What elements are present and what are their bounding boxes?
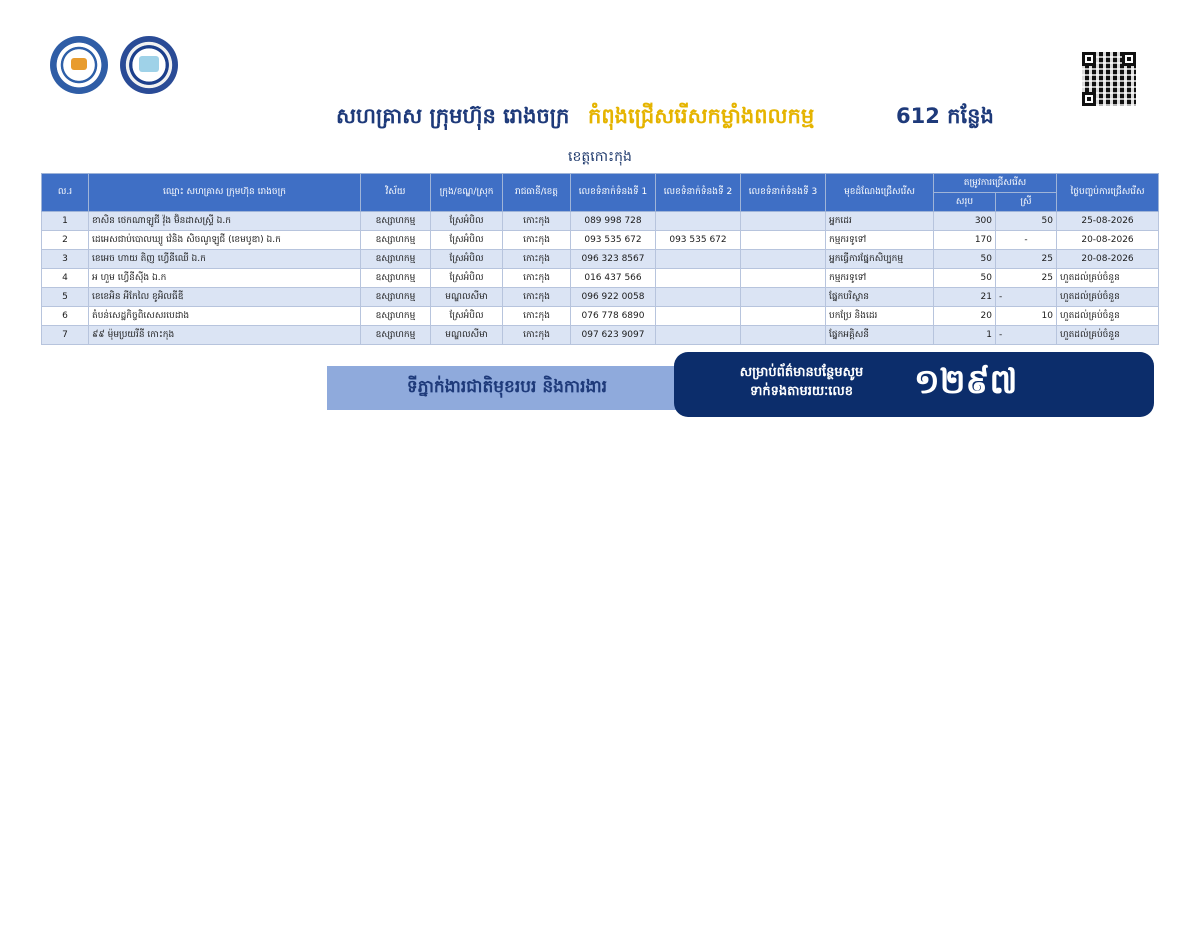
table-row	[42, 288, 1159, 307]
cell-phone1: 089 998 728	[571, 212, 656, 231]
cell-district: មណ្ឌលសីមា	[431, 288, 503, 307]
cell-district: ស្រែអំបិល	[431, 269, 503, 288]
cell-sector: ឧស្សាហកម្ម	[361, 288, 431, 307]
cell-deadline: 20-08-2026	[1057, 231, 1159, 250]
cell-total: 50	[934, 269, 996, 288]
cell-province: កោះកុង	[503, 307, 571, 326]
hotline-banner	[674, 352, 1154, 417]
header-phone1: លេខទំនាក់ទំនងទី 1	[571, 174, 656, 212]
cell-province: កោះកុង	[503, 269, 571, 288]
cell-district: ស្រែអំបិល	[431, 231, 503, 250]
cell-phone1: 093 535 672	[571, 231, 656, 250]
qr-code-icon[interactable]	[1082, 52, 1136, 106]
cell-company: ខេអេច ហាយ តិញ ហ្វើនីឈើ ឯ.ក	[89, 250, 361, 269]
cell-province: កោះកុង	[503, 288, 571, 307]
cell-no: 5	[42, 288, 89, 307]
cell-sector: ឧស្សាហកម្ម	[361, 231, 431, 250]
hotline-number[interactable]: ១២៩៧	[914, 362, 1018, 402]
cell-phone2	[656, 212, 741, 231]
cell-sector: ឧស្សាហកម្ម	[361, 269, 431, 288]
cell-female: 50	[996, 212, 1057, 231]
title-company: សហគ្រាស ក្រុមហ៊ុន រោងចក្រ	[336, 104, 570, 128]
table-row	[42, 212, 1159, 231]
cell-company: អ ហួម ហ្វើនីស៊ីង ឯ.ក	[89, 269, 361, 288]
cell-female: 25	[996, 269, 1057, 288]
table-row	[42, 231, 1159, 250]
cell-position: អ្នកធ្វើការផ្នែកសិប្បកម្ម	[826, 250, 934, 269]
header-no: ល.រ	[42, 174, 89, 212]
header-phone3: លេខទំនាក់ទំនងទី 3	[741, 174, 826, 212]
cell-phone2	[656, 307, 741, 326]
cell-company: តំបន់សេដ្ឋកិច្ចពិសេសរបេដាង	[89, 307, 361, 326]
cell-district: ស្រែអំបិល	[431, 307, 503, 326]
cell-deadline: 20-08-2026	[1057, 250, 1159, 269]
header-deadline: ថ្ងៃបញ្ចប់ការជ្រើសរើស	[1057, 174, 1159, 212]
cell-phone3	[741, 326, 826, 345]
cell-sector: ឧស្សាហកម្ម	[361, 307, 431, 326]
header-sector: វិស័យ	[361, 174, 431, 212]
cell-deadline: ហួតដល់គ្រប់ចំនួន	[1057, 269, 1159, 288]
header-position: មុខដំណែងជ្រើសរើស	[826, 174, 934, 212]
cell-position: កម្មករទូទៅ	[826, 231, 934, 250]
title-recruiting: កំពុងជ្រើសរើសកម្លាំងពលកម្ម	[588, 104, 815, 128]
nea-logo	[120, 36, 178, 94]
cell-no: 2	[42, 231, 89, 250]
cell-position: កម្មករទូទៅ	[826, 269, 934, 288]
page-title	[0, 103, 1200, 137]
cell-sector: ឧស្សាហកម្ម	[361, 250, 431, 269]
cell-phone3	[741, 212, 826, 231]
province-label: ខេត្តកោះកុង	[568, 149, 632, 165]
cell-female: 10	[996, 307, 1057, 326]
table-row	[42, 307, 1159, 326]
job-table	[41, 173, 1159, 345]
cell-total: 50	[934, 250, 996, 269]
cell-position: អ្នកដេរ	[826, 212, 934, 231]
cell-position: បកប្រែ និងដេរ	[826, 307, 934, 326]
header-phone2: លេខទំនាក់ទំនងទី 2	[656, 174, 741, 212]
cell-no: 7	[42, 326, 89, 345]
cell-deadline: ហួតដល់គ្រប់ចំនួន	[1057, 288, 1159, 307]
cell-company: ដេអេសជាប់បោលឃ្យូ វ៉េនិង សិចណូឡូជី (ខេមបូឌា) ឯ.ក	[89, 231, 361, 250]
cell-deadline: ហួតដល់គ្រប់ចំនួន	[1057, 307, 1159, 326]
header-district: ក្រុង/ខណ្ឌ/ស្រុក	[431, 174, 503, 212]
table-row	[42, 269, 1159, 288]
cell-total: 300	[934, 212, 996, 231]
cell-female: 25	[996, 250, 1057, 269]
header-need: តម្រូវការជ្រើសរើស	[934, 174, 1057, 193]
cell-district: ស្រែអំបិល	[431, 250, 503, 269]
cell-deadline: ហួតដល់គ្រប់ចំនួន	[1057, 326, 1159, 345]
ministry-logo	[50, 36, 108, 94]
cell-position: ផ្នែកអគ្គិសនី	[826, 326, 934, 345]
cell-phone1: 097 623 9097	[571, 326, 656, 345]
cell-phone1: 016 437 566	[571, 269, 656, 288]
cell-phone1: 076 778 6890	[571, 307, 656, 326]
cell-no: 6	[42, 307, 89, 326]
cell-phone1: 096 922 0058	[571, 288, 656, 307]
cell-phone3	[741, 269, 826, 288]
cell-female: -	[996, 288, 1057, 307]
cell-province: កោះកុង	[503, 231, 571, 250]
cell-total: 20	[934, 307, 996, 326]
header-total: សរុប	[934, 193, 996, 212]
cell-total: 21	[934, 288, 996, 307]
cell-phone1: 096 323 8567	[571, 250, 656, 269]
cell-province: កោះកុង	[503, 250, 571, 269]
cell-phone2	[656, 269, 741, 288]
cell-company: ៩៩ ម៉ុមប្រយរីនី កោះកុង	[89, 326, 361, 345]
cell-female: -	[996, 326, 1057, 345]
cell-phone2: 093 535 672	[656, 231, 741, 250]
cell-phone2	[656, 326, 741, 345]
cell-no: 4	[42, 269, 89, 288]
cell-phone2	[656, 250, 741, 269]
cell-phone3	[741, 288, 826, 307]
cell-female: -	[996, 231, 1057, 250]
cell-sector: ឧស្សាហកម្ម	[361, 212, 431, 231]
cell-district: មណ្ឌលសីមា	[431, 326, 503, 345]
table-row	[42, 250, 1159, 269]
cell-total: 170	[934, 231, 996, 250]
cell-total: 1	[934, 326, 996, 345]
cell-phone3	[741, 307, 826, 326]
cell-phone2	[656, 288, 741, 307]
cell-phone3	[741, 231, 826, 250]
contact-label	[714, 363, 889, 401]
header-province: រាជធានី/ខេត្ត	[503, 174, 571, 212]
cell-no: 1	[42, 212, 89, 231]
cell-deadline: 25-08-2026	[1057, 212, 1159, 231]
header-female: ស្រី	[996, 193, 1057, 212]
contact-line2: ទាក់ទងតាមរយៈលេខ	[750, 384, 853, 399]
cell-no: 3	[42, 250, 89, 269]
cell-sector: ឧស្សាហកម្ម	[361, 326, 431, 345]
cell-company: ខាសិន ថេកណាឡូជី វ៉ុង ម៊ិនដាសស្ទ្រី ឯ.ក	[89, 212, 361, 231]
cell-province: កោះកុង	[503, 212, 571, 231]
cell-district: ស្រែអំបិល	[431, 212, 503, 231]
header-company: ឈ្មោះ សហគ្រាស ក្រុមហ៊ុន រោងចក្រ	[89, 174, 361, 212]
cell-phone3	[741, 250, 826, 269]
title-count: 612 កន្លែង	[896, 104, 994, 128]
cell-province: កោះកុង	[503, 326, 571, 345]
contact-line1: សម្រាប់ព័ត៌មានបន្ថែមសូម	[739, 365, 864, 380]
cell-company: ខេខេអិន អីកែលៃ ខូអិលធីឌី	[89, 288, 361, 307]
table-row	[42, 326, 1159, 345]
agency-banner: ទីភ្នាក់ងារជាតិមុខរបរ និងការងារ	[327, 366, 687, 410]
cell-position: ផ្នែកបរិស្ថាន	[826, 288, 934, 307]
